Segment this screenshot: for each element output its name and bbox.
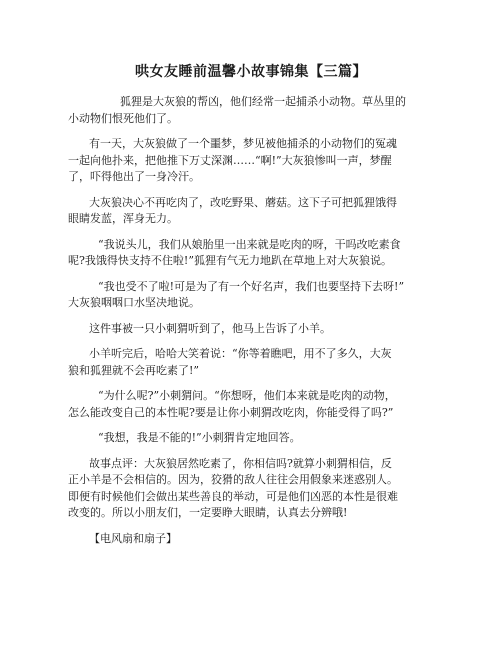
paragraph	[68, 321, 442, 338]
paragraph	[68, 279, 442, 312]
paragraph-line: 即便有时候他们会做出某些善良的举动，可是他们凶恶的本性是很难	[68, 489, 398, 503]
paragraph-line: “为什么呢?”小刺猬问。“你想呀，他们本来就是吃肉的动物，	[98, 389, 396, 402]
paragraph-gap	[68, 447, 442, 456]
paragraph-line: 正小羊是不会相信的。因为，狡猾的敌人往往会用假象来迷惑别人。	[68, 473, 398, 486]
paragraph-gap	[68, 270, 442, 279]
paragraph-gap	[68, 522, 442, 531]
paragraph-gap	[68, 186, 442, 195]
document-body	[68, 94, 442, 547]
paragraph-line: “我想，我是不能的!”小刺猬肯定地回答。	[98, 431, 301, 444]
paragraph-line: 故事点评：大灰狼居然吃素了，你相信吗?就算小刺猬相信，反	[89, 456, 392, 470]
paragraph-gap	[68, 127, 442, 136]
paragraph-line: 狼和狐狸就不会再吃素了!”	[68, 363, 200, 377]
paragraph	[68, 94, 442, 127]
paragraph	[68, 456, 442, 522]
paragraph	[68, 430, 442, 447]
paragraph-line: 眼睛发蓝，浑身无力。	[68, 212, 178, 225]
paragraph	[68, 531, 442, 548]
paragraph-line: 大灰狼决心不再吃肉了，改吃野果、蘑菇。这下子可把狐狸饿得	[89, 195, 397, 209]
paragraph-line: 了，吓得他出了一身冷汗。	[68, 170, 200, 183]
paragraph-gap	[68, 312, 442, 321]
paragraph-line: 大灰狼咽咽口水坚决地说。	[68, 296, 200, 309]
paragraph-line: 小羊听完后，哈哈大笑着说：“你等着瞧吧，用不了多久，大灰	[89, 347, 392, 360]
paragraph-line: 呢?我饿得快支持不住啦!”狐狸有气无力地趴在草地上对大灰狼说。	[68, 254, 392, 267]
paragraph-gap	[68, 379, 442, 388]
paragraph-gap	[68, 228, 442, 237]
paragraph	[68, 136, 442, 186]
paragraph-line: 狐狸是大灰狼的帮凶，他们经常一起捕杀小动物。草丛里的	[120, 95, 406, 108]
paragraph	[68, 388, 442, 421]
paragraph-line: 【电风扇和扇子】	[89, 531, 177, 545]
paragraph-line: “我说头儿，我们从娘胎里一出来就是吃肉的呀，干吗改吃素食	[98, 237, 401, 251]
paragraph-line: 怎么能改变自己的本性呢?要是让你小刺猬改吃肉，你能受得了吗?”	[68, 405, 394, 419]
document-title: 哄女友睡前温馨小故事锦集【三篇】	[135, 64, 367, 80]
paragraph-gap	[68, 421, 442, 430]
paragraph-line: “我也受不了啦!可是为了有一个好名声，我们也要坚持下去呀!”	[98, 279, 405, 293]
paragraph-gap	[68, 337, 442, 346]
paragraph-line: 这件事被一只小刺猬听到了，他马上告诉了小羊。	[89, 321, 331, 335]
paragraph-line: 一起向他扑来，把他推下万丈深渊……“啊!”大灰狼惨叫一声，梦醒	[68, 153, 392, 167]
paragraph-line: 有一天，大灰狼做了一个噩梦，梦见被他捕杀的小动物们的冤魂	[89, 137, 397, 150]
paragraph-line: 改变的。所以小朋友们，一定要睁大眼睛，认真去分辨哦!	[68, 506, 348, 519]
paragraph	[68, 237, 442, 270]
paragraph-line: 小动物们恨死他们了。	[68, 111, 178, 125]
paragraph	[68, 195, 442, 228]
paragraph	[68, 346, 442, 379]
